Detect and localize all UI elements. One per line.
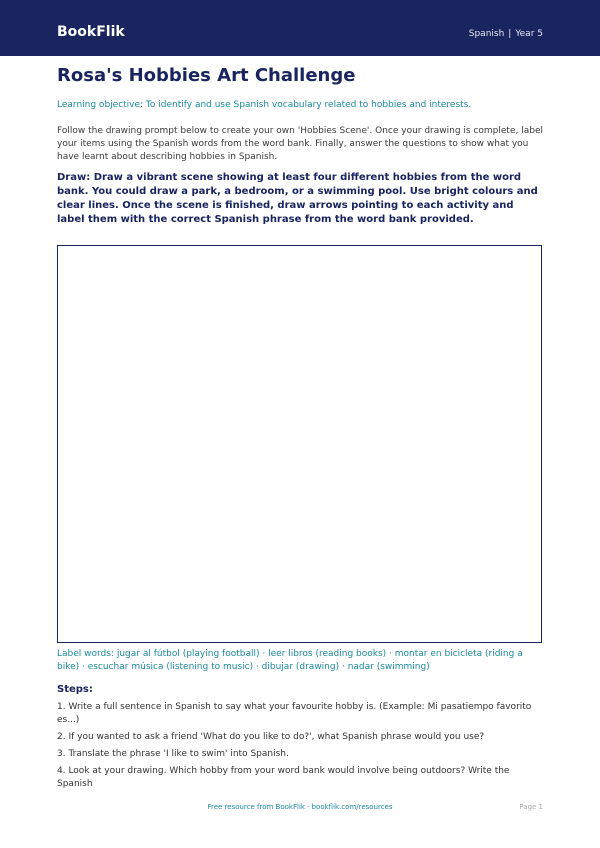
page-header	[0, 0, 600, 56]
drawing-area[interactable]	[57, 245, 542, 643]
label-words: Label words: jugar al fútbol (playing football) · leer libros (reading books) · montar en bicicleta (riding a bike) · escuchar música (listening to music) · dibujar (drawing) · nadar (swimming)	[57, 649, 523, 672]
steps-list	[57, 701, 543, 789]
learning-objective: Learning objective: To identify and use Spanish vocabulary related to hobbies and interests.	[57, 100, 472, 110]
header-meta	[469, 28, 543, 40]
header-separator: |	[508, 29, 512, 39]
footer-text[interactable]: Free resource from BookFlik · bookflik.com/resources	[207, 803, 393, 811]
steps-heading: Steps:	[57, 684, 93, 695]
page-number: Page 1	[519, 803, 543, 811]
step-item: 2. If you wanted to ask a friend 'What do you like to do?', what Spanish phrase would you use?	[57, 732, 485, 742]
brand-logo[interactable]: BookFlik	[57, 24, 125, 40]
drawing-prompt: Draw: Draw a vibrant scene showing at least four different hobbies from the word bank. You could draw a park, a bedroom, or a swimming pool. Use bright colours and clear lines. Once the scene is finished, draw arrows pointing to each activity and label them with the correct Spanish phrase from the word bank provided.	[57, 172, 538, 225]
year-label: Year 5	[515, 29, 543, 39]
step-item: 4. Look at your drawing. Which hobby from your word bank would involve being outdoors? Write the Spanish	[57, 766, 510, 789]
subject-label: Spanish	[468, 29, 505, 39]
page-title: Rosa's Hobbies Art Challenge	[57, 65, 356, 86]
step-item: 3. Translate the phrase 'I like to swim' into Spanish.	[57, 749, 289, 759]
step-item: 1. Write a full sentence in Spanish to say what your favourite hobby is. (Example: Mi pasatiempo favorito es...)	[57, 702, 532, 725]
intro-paragraph: Follow the drawing prompt below to create your own 'Hobbies Scene'. Once your drawing is complete, label your items using the Spanish words from the word bank. Finally, answer the questions to show what you have learnt about describing hobbies in Spanish.	[57, 126, 543, 162]
